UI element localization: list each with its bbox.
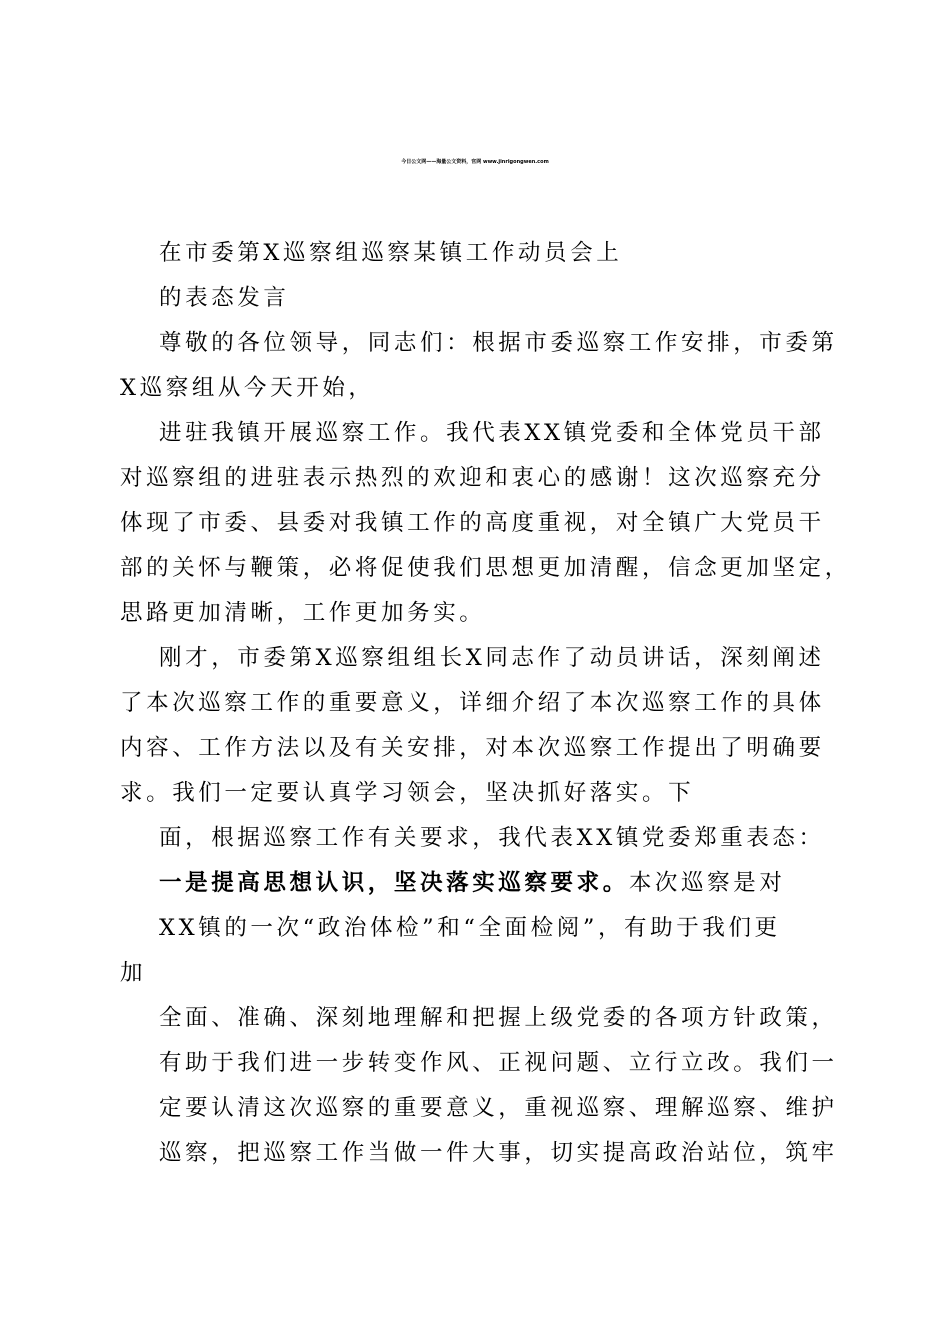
body-line: 全面、准确、深刻地理解和把握上级党委的各项方针政策， xyxy=(159,1005,838,1031)
title-line-2: 的表态发言 xyxy=(159,285,290,311)
body-line: 了本次巡察工作的重要意义，详细介绍了本次巡察工作的具体 xyxy=(120,690,825,716)
title-line-1: 在市委第X巡察组巡察某镇工作动员会上 xyxy=(159,240,623,266)
body-line: 内容、工作方法以及有关安排，对本次巡察工作提出了明确要 xyxy=(120,735,825,761)
body-line: 体现了市委、县委对我镇工作的高度重视，对全镇广大党员干 xyxy=(120,510,825,536)
section-heading: 一是提高思想认识，坚决落实巡察要求。 xyxy=(159,870,629,896)
body-line: 对巡察组的进驻表示热烈的欢迎和衷心的感谢！这次巡察充分 xyxy=(120,465,825,491)
body-line: 有助于我们进一步转变作风、正视问题、立行立改。我们一 xyxy=(159,1050,838,1076)
body-line: 定要认清这次巡察的重要意义，重视巡察、理解巡察、维护 xyxy=(159,1095,838,1121)
body-line: X巡察组从今天开始， xyxy=(120,375,375,401)
body-line: 求。我们一定要认真学习领会，坚决抓好落实。下 xyxy=(120,780,695,806)
body-line: 巡察，把巡察工作当做一件大事，切实提高政治站位，筑牢 xyxy=(159,1140,838,1166)
site-header: 今日公文网——海量公文资料，官网 www.jinrigongwen.com xyxy=(401,159,549,165)
section-line xyxy=(159,868,785,898)
body-line: 尊敬的各位领导，同志们：根据市委巡察工作安排，市委第 xyxy=(159,330,838,356)
body-line: 刚才，市委第X巡察组组长X同志作了动员讲话，深刻阐述 xyxy=(159,645,825,671)
body-line: 面，根据巡察工作有关要求，我代表XX镇党委郑重表态： xyxy=(159,825,825,851)
section-text: 本次巡察是对 xyxy=(628,870,786,896)
body-line: 思路更加清晰，工作更加务实。 xyxy=(120,600,486,626)
body-line: XX镇的一次“政治体检”和“全面检阅”，有助于我们更 xyxy=(159,915,781,941)
body-line: 进驻我镇开展巡察工作。我代表XX镇党委和全体党员干部 xyxy=(159,420,825,446)
body-line: 部的关怀与鞭策，必将促使我们思想更加清醒，信念更加坚定， xyxy=(120,555,851,581)
body-line: 加 xyxy=(120,960,147,986)
